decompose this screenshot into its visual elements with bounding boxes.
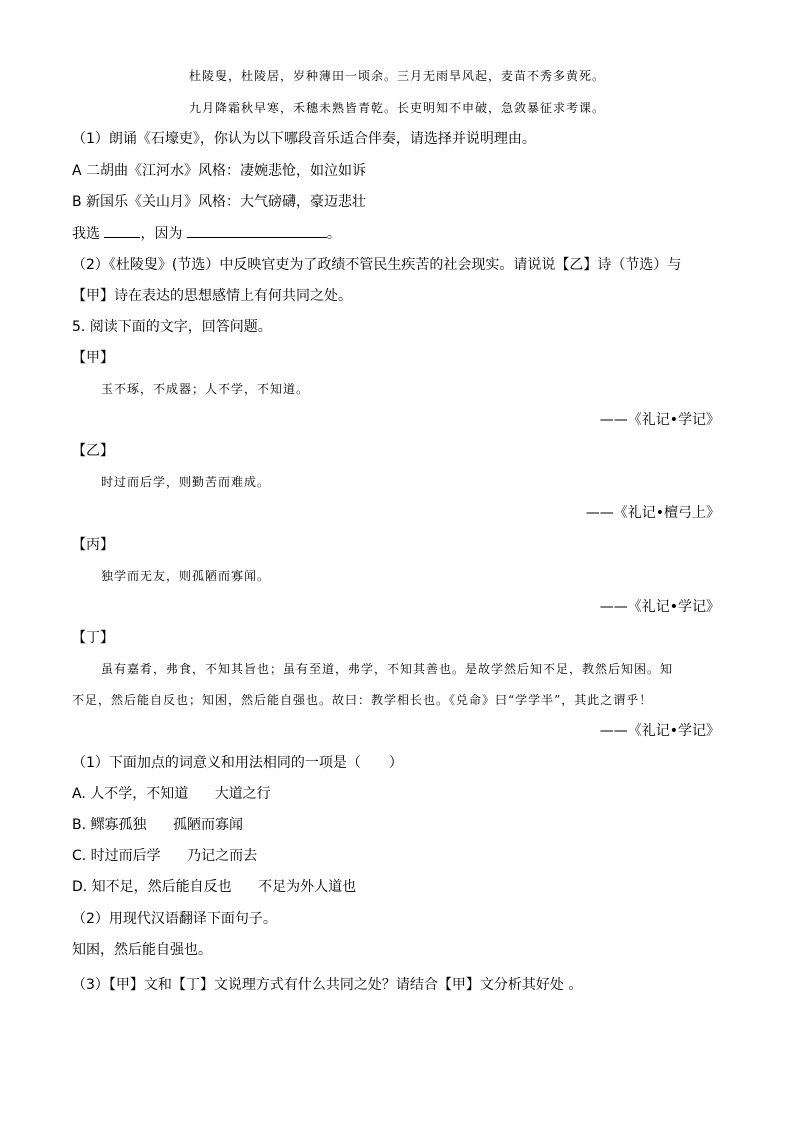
option-a-first: A. 人不学，不知道 [72, 786, 189, 802]
option-d-first: D. 知不足，然后能自反也 [72, 879, 232, 895]
q4-part2-line1: （2）《杜陵叟》(节选）中反映官吏为了政绩不管民生疾苦的社会现实。请说说【乙】诗（节选）与 [72, 257, 682, 273]
ding-text-line1: 虽有嘉肴，弗食，不知其旨也；虽有至道，弗学，不知其善也。是故学然后知不足，教然后知困。知 [101, 662, 674, 676]
q4-part1: （1）朗诵《石壕吏》，你认为以下哪段音乐适合伴奏，请选择并说明理由。 [72, 131, 536, 147]
answer-blank-2[interactable] [187, 223, 327, 238]
option-d-second: 不足为外人道也 [258, 879, 357, 895]
answer-blank-1[interactable] [104, 223, 140, 238]
jia-label: 【甲】 [72, 350, 114, 366]
bing-source: ——《礼记•学记》 [599, 599, 720, 615]
q4-fill-line [72, 223, 341, 244]
option-a-second: 大道之行 [214, 786, 271, 802]
ding-label: 【丁】 [72, 630, 114, 646]
option-d [72, 877, 356, 897]
option-b [72, 815, 243, 835]
option-c-first: C. 时过而后学 [72, 848, 161, 864]
q4-part2-line2: 【甲】诗在表达的思想感情上有何共同之处。 [72, 288, 352, 304]
yi-text: 时过而后学，则勤苦而难成。 [101, 475, 271, 489]
fill-mid: ，因为 [140, 226, 183, 242]
ding-text-line2: 不足，然后能自反也；知困，然后能自强也。故曰：教学相长也。《兑命》曰“学学半”，其此之谓乎！ [72, 693, 653, 707]
option-c [72, 846, 257, 866]
sub-question-3: （3）【甲】文和【丁】文说理方式有什么共同之处？请结合【甲】文分析其好处 。 [72, 977, 583, 993]
yi-source: ——《礼记•檀弓上》 [585, 505, 720, 521]
poem-line-2: 九月降霜秋早寒，禾穗未熟皆青乾。长吏明知不申破，急敛暴征求考课。 [188, 101, 605, 115]
q4-option-a: A 二胡曲《江河水》风格：凄婉悲怆，如泣如诉 [72, 163, 367, 179]
sub-question-2-sentence: 知困，然后能自强也。 [72, 942, 212, 958]
ding-source: ——《礼记•学记》 [599, 723, 720, 739]
option-a [72, 784, 271, 804]
sub-question-1: （1）下面加点的词意义和用法相同的一项是（ ） [72, 755, 403, 771]
option-b-first: B. 鳏寡孤独 [72, 817, 147, 833]
yi-label: 【乙】 [72, 443, 114, 459]
q4-option-b: B 新国乐《关山月》风格：大气磅礴，豪迈悲壮 [72, 194, 367, 210]
fill-end: 。 [326, 226, 341, 242]
option-b-second: 孤陋而寡闻 [172, 817, 243, 833]
q5-title: 5. 阅读下面的文字，回答问题。 [72, 319, 272, 335]
bing-text: 独学而无友，则孤陋而寡闻。 [101, 569, 271, 583]
bing-label: 【丙】 [72, 537, 114, 553]
option-c-second: 乃记之而去 [187, 848, 258, 864]
jia-source: ——《礼记•学记》 [599, 412, 720, 428]
jia-text: 玉不琢，不成器；人不学，不知道。 [101, 382, 310, 396]
fill-prefix: 我选 [72, 226, 100, 242]
sub-question-2: （2）用现代汉语翻译下面句子。 [72, 911, 277, 927]
poem-line-1: 杜陵叟，杜陵居，岁种薄田一顷余。三月无雨旱风起，麦苗不秀多黄死。 [188, 69, 605, 83]
